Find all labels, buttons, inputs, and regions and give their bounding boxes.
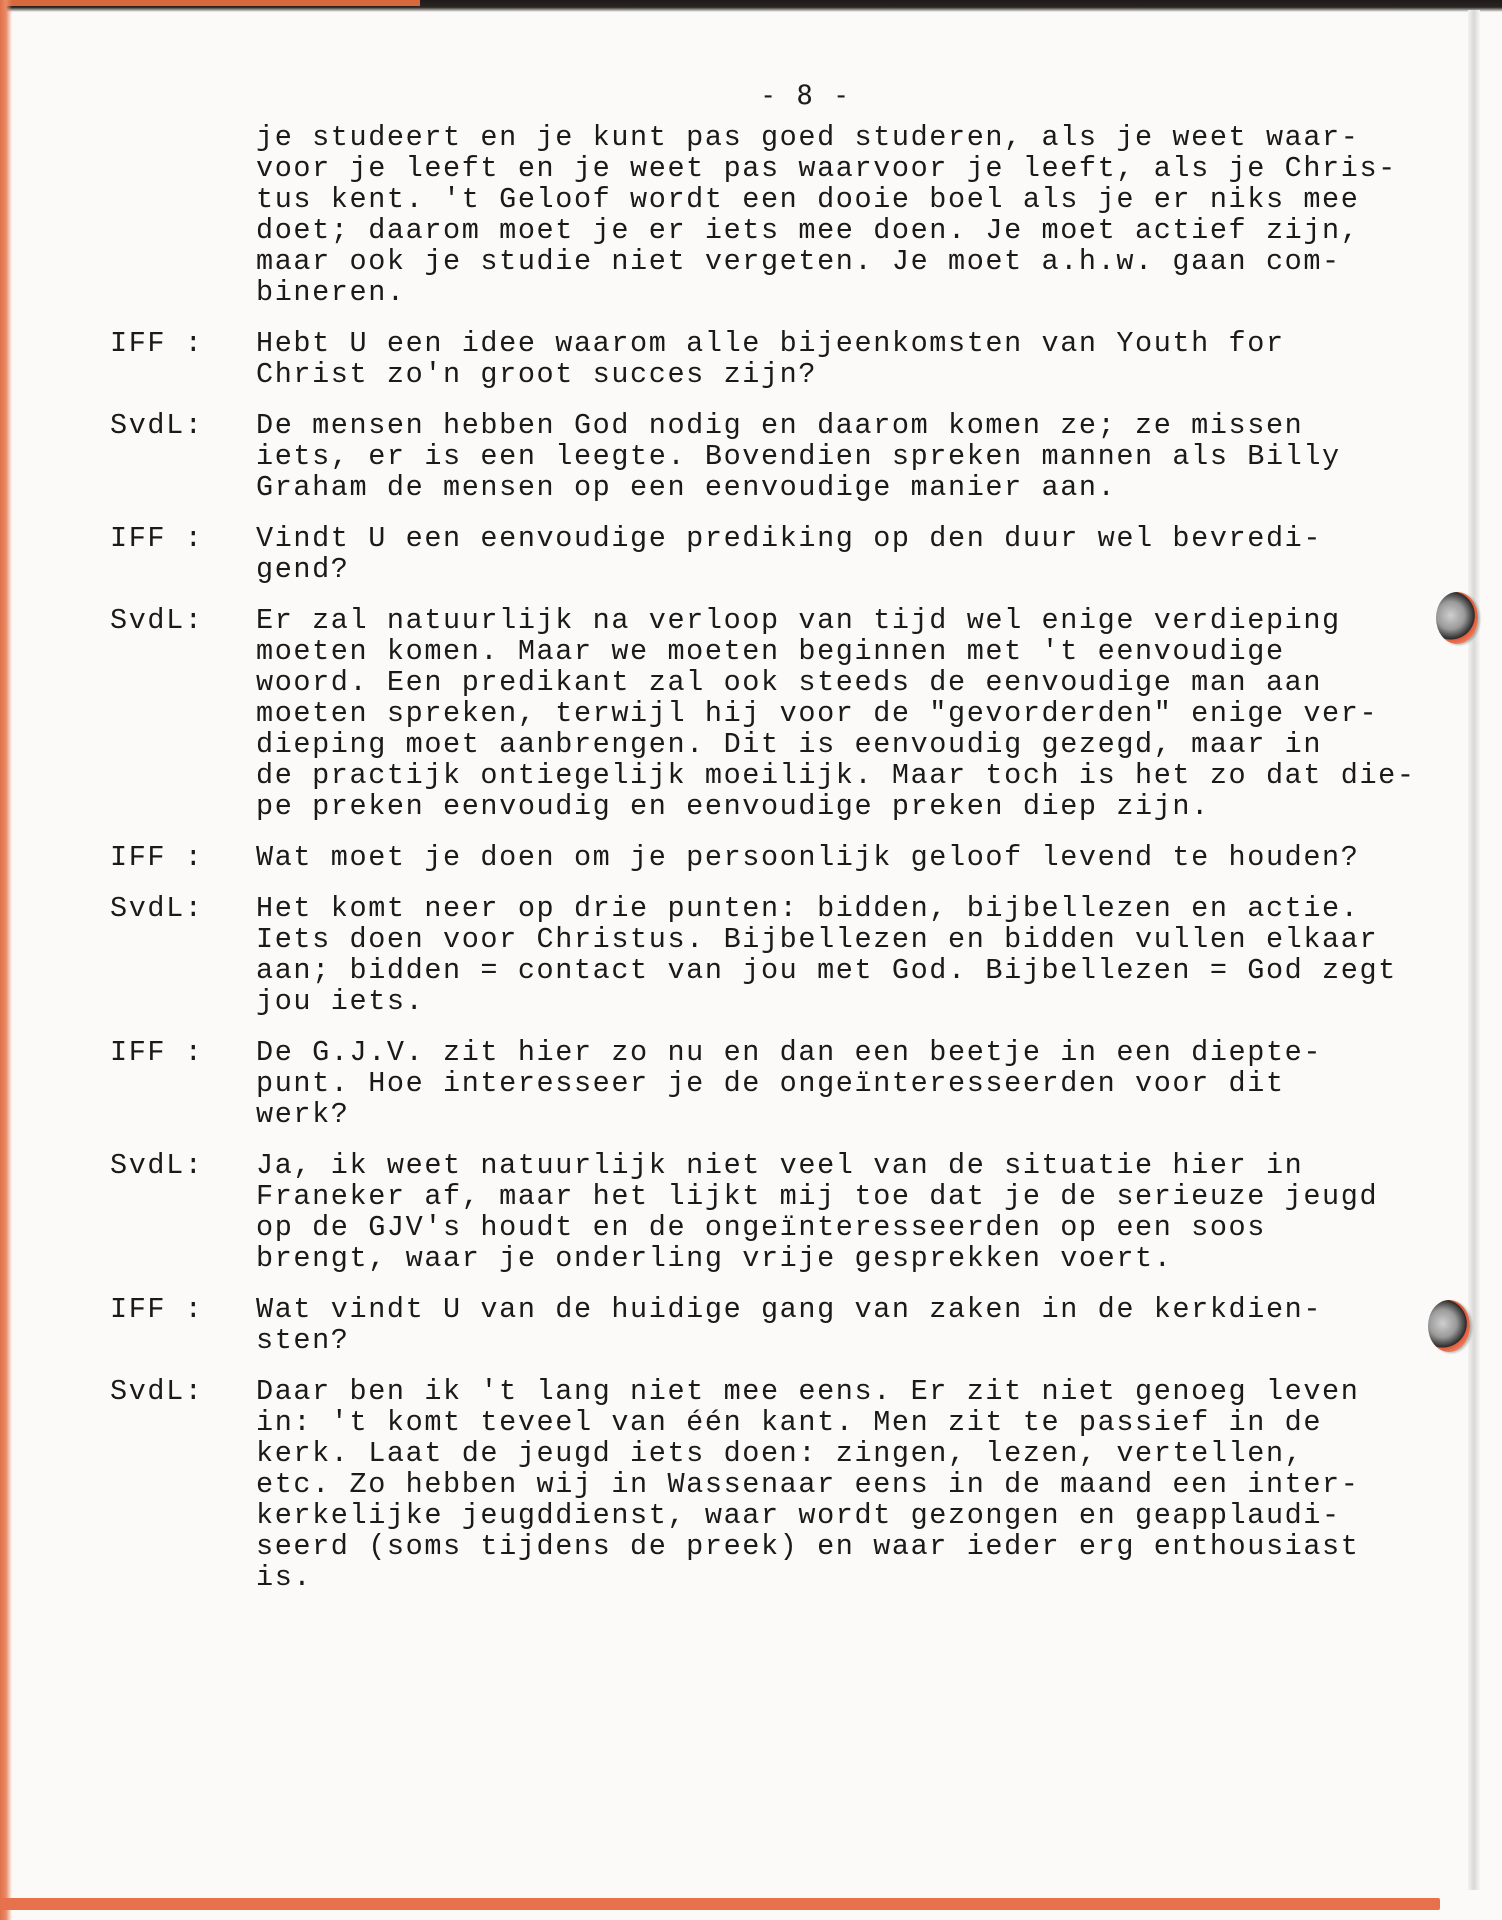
text-line: gend?	[256, 553, 350, 586]
turn-text	[256, 1376, 1440, 1593]
dialogue-turn-answer	[110, 1376, 1440, 1593]
intro-paragraph	[256, 122, 1440, 308]
text-line: etc. Zo hebben wij in Wassenaar eens in de maand een inter-	[256, 1468, 1360, 1501]
turn-text	[256, 1037, 1440, 1130]
text-line: Franeker af, maar het lijkt mij toe dat je de serieuze jeugd	[256, 1180, 1379, 1213]
dialogue-turn-answer	[110, 1150, 1440, 1274]
text-line: in: 't komt teveel van één kant. Men zit te passief in de	[256, 1406, 1323, 1439]
page-left-edge	[0, 0, 12, 1920]
text-line: op de GJV's houdt en de ongeïnteresseerden op een soos	[256, 1211, 1266, 1244]
page-top-edge	[0, 0, 1502, 12]
text-line: tus kent. 't Geloof wordt een dooie boel als je er niks mee	[256, 183, 1360, 216]
turn-text	[256, 842, 1440, 873]
text-line: Ja, ik weet natuurlijk niet veel van de situatie hier in	[256, 1149, 1304, 1182]
dialogue-turn-question	[110, 1037, 1440, 1130]
dialogue-turn-answer	[110, 893, 1440, 1017]
text-line: De G.J.V. zit hier zo nu en dan een beetje in een diepte-	[256, 1036, 1323, 1069]
dialogue-turn-question	[110, 842, 1440, 873]
page-right-edge	[1468, 10, 1480, 1890]
text-line: kerk. Laat de jeugd iets doen: zingen, lezen, vertellen,	[256, 1437, 1304, 1470]
text-line: iets, er is een leegte. Bovendien spreken mannen als Billy	[256, 440, 1341, 473]
speaker-label: SvdL:	[110, 409, 204, 442]
binder-hole-icon	[1436, 592, 1478, 644]
text-line: Iets doen voor Christus. Bijbellezen en bidden vullen elkaar	[256, 923, 1379, 956]
page-number: - 8 -	[760, 80, 852, 111]
text-line: sten?	[256, 1324, 350, 1357]
turn-text	[256, 893, 1440, 1017]
speaker-label: IFF :	[110, 327, 204, 360]
text-line: Daar ben ik 't lang niet mee eens. Er zit niet genoeg leven	[256, 1375, 1360, 1408]
text-line: voor je leeft en je weet pas waarvoor je leeft, als je Chris-	[256, 152, 1397, 185]
text-line: Hebt U een idee waarom alle bijeenkomsten van Youth for	[256, 327, 1285, 360]
text-line: Wat vindt U van de huidige gang van zaken in de kerkdien-	[256, 1293, 1323, 1326]
turn-text	[256, 523, 1440, 585]
text-line: woord. Een predikant zal ook steeds de eenvoudige man aan	[256, 666, 1323, 699]
dialogue-turn-question	[110, 328, 1440, 390]
text-line: Er zal natuurlijk na verloop van tijd wel enige verdieping	[256, 604, 1341, 637]
text-line: de practijk ontiegelijk moeilijk. Maar toch is het zo dat die-	[256, 759, 1416, 792]
interview-text	[110, 122, 1440, 1613]
text-line: je studeert en je kunt pas goed studeren, als je weet waar-	[256, 121, 1360, 154]
text-line: jou iets.	[256, 985, 425, 1018]
text-line: seerd (soms tijdens de preek) en waar ieder erg enthousiast	[256, 1530, 1360, 1563]
speaker-label: IFF :	[110, 841, 204, 874]
text-line: is.	[256, 1561, 313, 1594]
speaker-label: IFF :	[110, 1293, 204, 1326]
speaker-label: SvdL:	[110, 604, 204, 637]
text-line: pe preken eenvoudig en eenvoudige preken diep zijn.	[256, 790, 1210, 823]
turn-text	[256, 410, 1440, 503]
speaker-label: SvdL:	[110, 1375, 204, 1408]
speaker-label: SvdL:	[110, 1149, 204, 1182]
text-line: kerkelijke jeugddienst, waar wordt gezongen en geapplaudi-	[256, 1499, 1341, 1532]
text-line: maar ook je studie niet vergeten. Je moet a.h.w. gaan com-	[256, 245, 1341, 278]
text-line: werk?	[256, 1098, 350, 1131]
speaker-label: IFF :	[110, 1036, 204, 1069]
speaker-label: SvdL:	[110, 892, 204, 925]
text-line: doet; daarom moet je er iets mee doen. Je moet actief zijn,	[256, 214, 1360, 247]
bottom-orange-strip	[0, 1898, 1440, 1910]
turn-text	[256, 605, 1440, 822]
text-line: brengt, waar je onderling vrije gesprekken voert.	[256, 1242, 1173, 1275]
turn-text	[256, 1294, 1440, 1356]
text-line: moeten spreken, terwijl hij voor de "gevorderden" enige ver-	[256, 697, 1379, 730]
dialogue-turn-question	[110, 523, 1440, 585]
text-line: De mensen hebben God nodig en daarom komen ze; ze missen	[256, 409, 1304, 442]
text-line: Christ zo'n groot succes zijn?	[256, 358, 818, 391]
dialogue-turn-answer	[110, 410, 1440, 503]
text-line: aan; bidden = contact van jou met God. Bijbellezen = God zegt	[256, 954, 1397, 987]
text-line: punt. Hoe interesseer je de ongeïnteresseerden voor dit	[256, 1067, 1285, 1100]
text-line: Vindt U een eenvoudige prediking op den duur wel bevredi-	[256, 522, 1323, 555]
dialogue-turn-question	[110, 1294, 1440, 1356]
speaker-label: IFF :	[110, 522, 204, 555]
dialogue-turn-answer	[110, 605, 1440, 822]
text-line: moeten komen. Maar we moeten beginnen met 't eenvoudige	[256, 635, 1285, 668]
text-line: Wat moet je doen om je persoonlijk geloof levend te houden?	[256, 841, 1360, 874]
turn-text	[256, 1150, 1440, 1274]
turn-text	[256, 328, 1440, 390]
text-line: Graham de mensen op een eenvoudige manier aan.	[256, 471, 1117, 504]
text-line: Het komt neer op drie punten: bidden, bijbellezen en actie.	[256, 892, 1360, 925]
text-line: dieping moet aanbrengen. Dit is eenvoudig gezegd, maar in	[256, 728, 1323, 761]
text-line: bineren.	[256, 276, 406, 309]
